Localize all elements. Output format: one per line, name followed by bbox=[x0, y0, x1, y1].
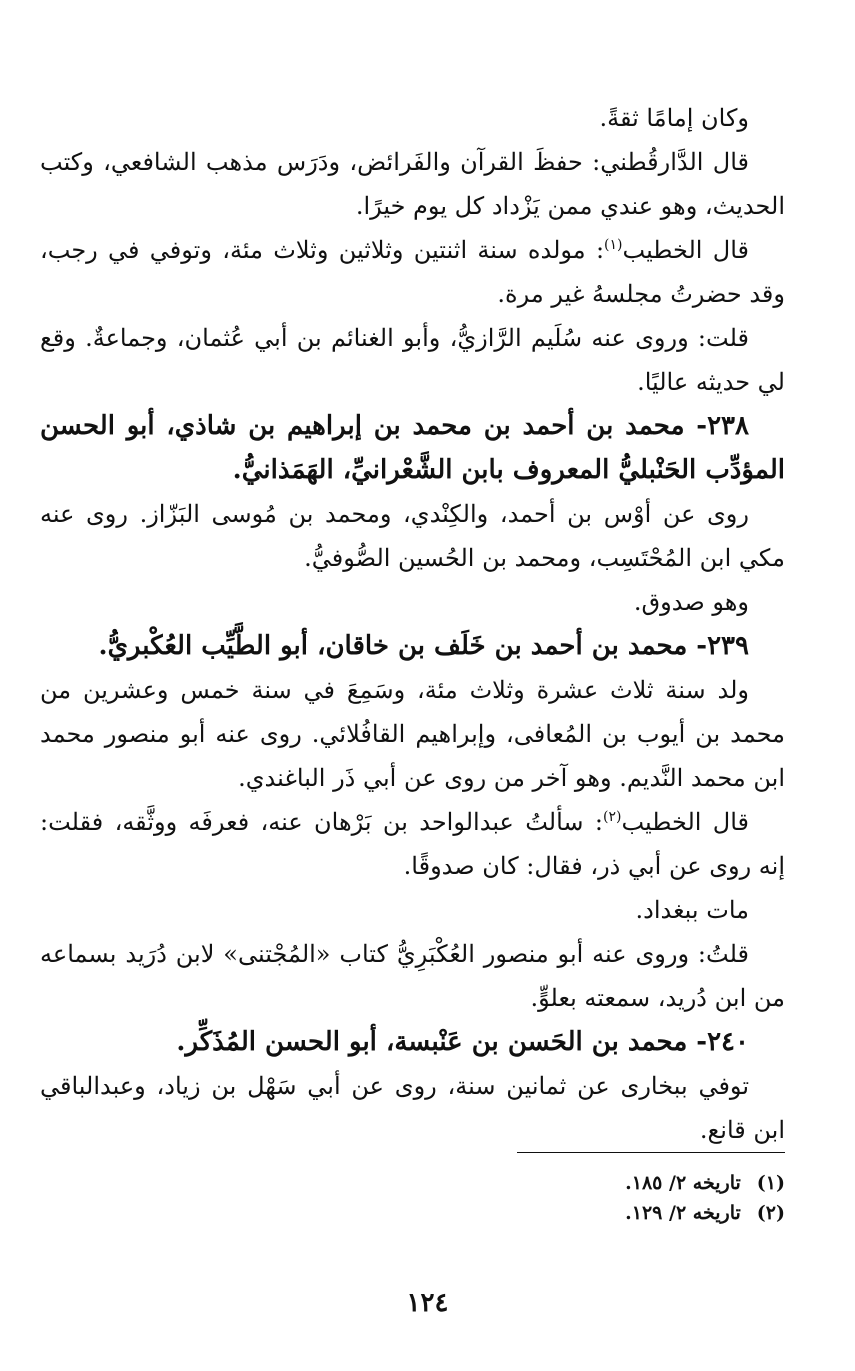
footnote bbox=[185, 1168, 785, 1198]
footnote-number: (٢) bbox=[756, 1202, 785, 1224]
paragraph: توفي ببخارى عن ثمانين سنة، روى عن أبي سَهْل بن زياد، وعبدالباقي ابن قانع. bbox=[40, 1072, 785, 1144]
footnote-divider bbox=[517, 1152, 785, 1153]
paragraph: وهو صدوق. bbox=[633, 588, 749, 616]
paragraph bbox=[40, 228, 785, 316]
paragraph: ولد سنة ثلاث عشرة وثلاث مئة، وسَمِعَ في سنة خمس وعشرين من محمد بن أيوب بن المُعافى، وإبراهيم القافُلائي. روى عنه أبو منصور محمد ابن محمد النَّديم. وهو آخر من روى عن أبي ذَر الباغندي. bbox=[40, 676, 785, 792]
paragraph-text: : سألتُ عبدالواحد بن بَرْهان عنه، فعرفَه ووثَّقه، فقلت: إنه روى عن أبي ذر، فقال: كان صدوقًا. bbox=[40, 808, 785, 880]
footnote bbox=[185, 1198, 785, 1228]
entry-heading: ٢٤٠- محمد بن الحَسن بن عَنْبسة، أبو الحسن المُذَكِّر. bbox=[176, 1027, 749, 1057]
paragraph-text: قال الخطيب bbox=[622, 236, 749, 264]
footnote-text: تاريخه ٢/ ١٢٩. bbox=[625, 1202, 741, 1224]
footnotes bbox=[185, 1168, 785, 1228]
paragraph: روى عن أوْس بن أحمد، والكِنْدي، ومحمد بن مُوسى البَزّاز. روى عنه مكي ابن المُحْتَسِب، ومحمد بن الحُسين الصُّوفيُّ. bbox=[40, 500, 785, 572]
page-number: ١٢٤ bbox=[406, 1288, 449, 1318]
footnote-number: (١) bbox=[756, 1172, 785, 1194]
paragraph: قلت: وروى عنه سُلَيم الرَّازيُّ، وأبو الغنائم بن أبي عُثمان، وجماعةٌ. وقع لي حديثه عاليًا. bbox=[40, 324, 785, 396]
footnote-reference: (٢) bbox=[602, 809, 622, 825]
paragraph: وكان إمامًا ثقةً. bbox=[599, 104, 749, 132]
main-text bbox=[40, 96, 785, 1152]
paragraph-text: : مولده سنة اثنتين وثلاثين وثلاث مئة، وتوفي في رجب، وقد حضرتُ مجلسهُ غير مرة. bbox=[40, 236, 785, 308]
paragraph bbox=[40, 800, 785, 888]
footnote-text: تاريخه ٢/ ١٨٥. bbox=[625, 1172, 741, 1194]
entry-heading: ٢٣٩- محمد بن أحمد بن خَلَف بن خاقان، أبو الطَّيِّب العُكْبريُّ. bbox=[98, 631, 749, 661]
paragraph-text: قال الخطيب bbox=[621, 808, 750, 836]
paragraph: مات ببغداد. bbox=[635, 896, 749, 924]
entry-heading: ٢٣٨- محمد بن أحمد بن محمد بن إبراهيم بن شاذي، أبو الحسن المؤدِّب الحَنْبليُّ المعروف بابن الشَّعْرانيِّ، الهَمَذانيُّ. bbox=[40, 411, 785, 485]
footnote-reference: (١) bbox=[604, 237, 623, 253]
paragraph: قلتُ: وروى عنه أبو منصور العُكْبَرِيُّ كتاب «المُجْتنى» لابن دُرَيد بسماعه من ابن دُريد، سمعته بعلوٍّ. bbox=[40, 940, 785, 1012]
paragraph: قال الدَّارقُطني: حفظَ القرآن والفَرائض، ودَرَس مذهب الشافعي، وكتب الحديث، وهو عندي ممن يَزْداد كل يوم خيرًا. bbox=[40, 148, 785, 220]
